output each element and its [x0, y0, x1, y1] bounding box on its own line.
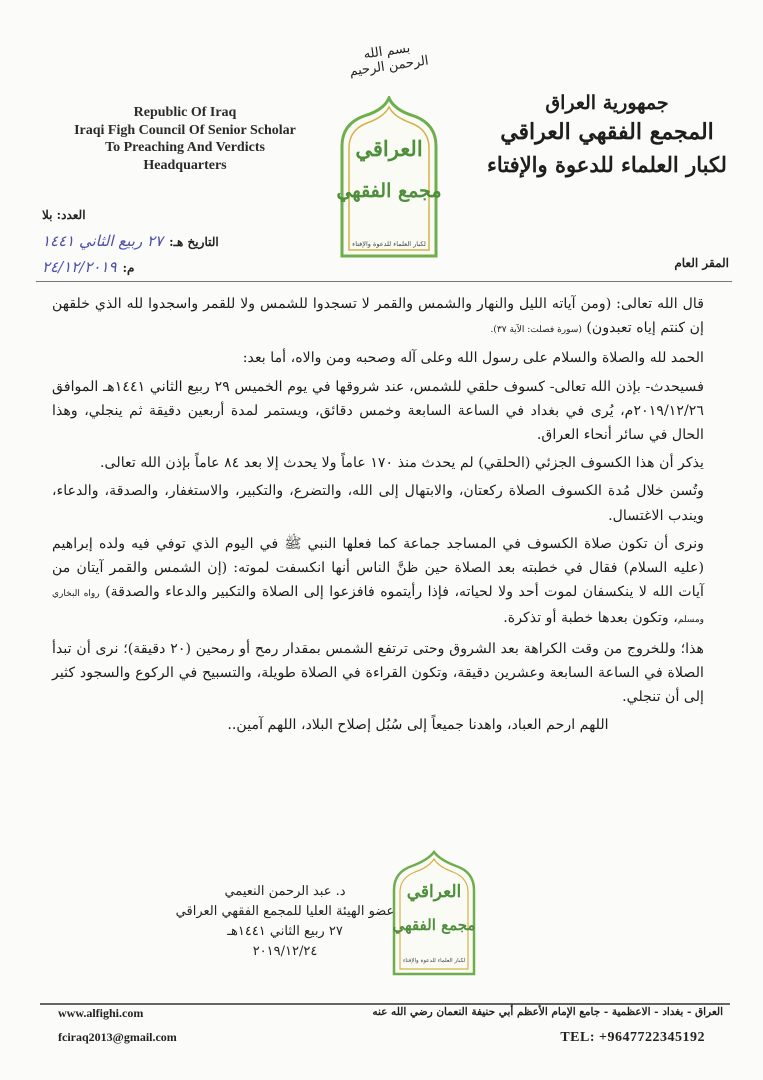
letterhead-ar-republic: جمهورية العراق: [545, 92, 669, 114]
signature-gregorian-date: ٢٠١٩/١٢/٢٤: [252, 944, 318, 959]
gregorian-date-label: م:: [122, 261, 135, 275]
stamp-text-iraqi: العراقي: [406, 882, 462, 902]
english-letterhead: [40, 104, 330, 174]
hadith-reference: رواه البخاري ومسلم: [52, 589, 704, 626]
body-paragraph: وتُسن خلال مُدة الكسوف الصلاة ركعتان، والابتهال إلى الله، والتضرع، والتكبير، والاستغفار، والصدقة، والدعاء، ويندب الاغتسال.: [52, 483, 704, 524]
letterhead-en-line: Iraqi Figh Council Of Senior Scholar: [74, 122, 296, 138]
hijri-date-handwritten: ٢٧ ربيع الثاني ١٤٤١: [42, 232, 164, 250]
website-link[interactable]: www.alfighi.com: [58, 1006, 144, 1020]
footer-divider: [40, 1003, 730, 1005]
signature-hijri-date: ٢٧ ربيع الثاني ١٤٤١هـ: [227, 924, 343, 939]
body-paragraph: الحمد لله والصلاة والسلام على رسول الله وعلى آله وصحبه ومن والاه، أما بعد:: [242, 350, 704, 367]
body-paragraph: هذا؛ وللخروج من وقت الكراهة بعد الشروق وحتى ترتفع الشمس بمقدار رمح أو رمحين (٢٠ دقيقة)؛ نرى أن تبدأ الصلاة في الساعة السابعة وعشرين دقيقة، وتكون القراءة في الصلاة طويلة، والتسبيح في الركوع والسجود كثير إلى أن تنجلي.: [52, 640, 704, 706]
closing-prayer: اللهم ارحم العباد، واهدنا جميعاً إلى سُبُل إصلاح البلاد، اللهم آمين..: [227, 717, 609, 734]
council-stamp: [388, 850, 480, 980]
letterhead-en-line: To Preaching And Verdicts: [105, 140, 265, 155]
signature-block: [160, 882, 410, 962]
email-link[interactable]: fciraq2013@gmail.com: [58, 1030, 177, 1044]
body-paragraph: [52, 532, 704, 633]
footer-address: العراق - بغداد - الاعظمية - جامع الإمام الأعظم أبي حنيفة النعمان رضي الله عنه: [372, 1006, 723, 1018]
logo-text-iraqi: العراقي: [355, 136, 423, 161]
gregorian-date-handwritten: ٢٤/١٢/٢٠١٩: [42, 258, 117, 276]
logo-caption: لكبار العلماء للدعوة والإفتاء: [352, 240, 426, 248]
council-logo: [334, 96, 444, 264]
hijri-date-label: التاريخ هـ:: [169, 235, 219, 249]
letterhead-en-line: Headquarters: [143, 157, 227, 173]
headquarters-label: المقر العام: [674, 256, 729, 270]
verse-reference: (سورة فصلت: الآية ٣٧).: [490, 325, 582, 336]
logo-text-council: مجمع الفقهي: [336, 180, 442, 202]
hadith-text: ونرى أن تكون صلاة الكسوف في المساجد جماعة كما فعلها النبي ﷺ في اليوم الذي توفي فيه ولده إبراهيم (عليه السلام) فقال في خطبته بعد الصلاة حين ظنَّ الناس أنها انكسفت لموته: (إن الشمس والقمر آيتان من آيات الله لا ينكسفان لموت أحد ولا لحياته، فإذا رأيتموه فافزعوا إلى الصلاة والتكبير والدعاء والصدقة): [52, 535, 704, 601]
stamp-caption: لكبار العلماء للدعوة والإفتاء: [402, 958, 466, 964]
number-label: العدد: بلا: [42, 208, 86, 222]
gregorian-date-field: [42, 258, 242, 276]
body-paragraph: [52, 292, 704, 342]
letter-body: [52, 292, 704, 737]
stamp-text-council: مجمع الفقهي: [392, 916, 476, 934]
arabic-letterhead: [477, 90, 737, 182]
document-number: [42, 208, 242, 222]
letterhead-ar-council: المجمع الفقهي العراقي: [500, 119, 714, 145]
letterhead-ar-scholars: لكبار العلماء للدعوة والإفتاء: [487, 152, 727, 177]
basmala-calligraphy: بسم الله الرحمن الرحيم: [348, 40, 430, 80]
header-divider: [36, 281, 732, 282]
letterhead-en-line: Republic Of Iraq: [133, 105, 237, 120]
hadith-conclusion: ، وتكون بعدها خطبة أو تذكرة.: [503, 610, 678, 627]
body-paragraph: فسيحدث- بإذن الله تعالى- كسوف حلقي للشمس، عند شروقها في يوم الخميس ٢٩ ربيع الثاني ١٤٤١هـ الموافق ٢٠١٩/١٢/٢٦م، يُرى في بغداد في الساعة السابعة وخمس دقائق، ويستمر لمدة أربعين دقيقة ثم ينجلي، وهذا الحال في سائر أنحاء العراق.: [52, 378, 704, 444]
body-paragraph: يذكر أن هذا الكسوف الجزئي (الحلقي) لم يحدث منذ ١٧٠ عاماً ولا يحدث إلا بعد ٨٤ عاماً بإذن الله تعالى.: [100, 455, 704, 472]
hijri-date-field: [42, 232, 242, 250]
signatory-title: عضو الهيئة العليا للمجمع الفقهي العراقي: [175, 904, 395, 919]
quran-verse: قال الله تعالى: (ومن آياته الليل والنهار والشمس والقمر لا تسجدوا للشمس ولا للقمر واسجدوا لله الذي خلقهن إن كنتم إياه تعبدون): [52, 296, 704, 337]
footer-telephone: TEL: +9647722345192: [560, 1030, 705, 1045]
signatory-name: د. عبد الرحمن النعيمي: [224, 884, 346, 899]
